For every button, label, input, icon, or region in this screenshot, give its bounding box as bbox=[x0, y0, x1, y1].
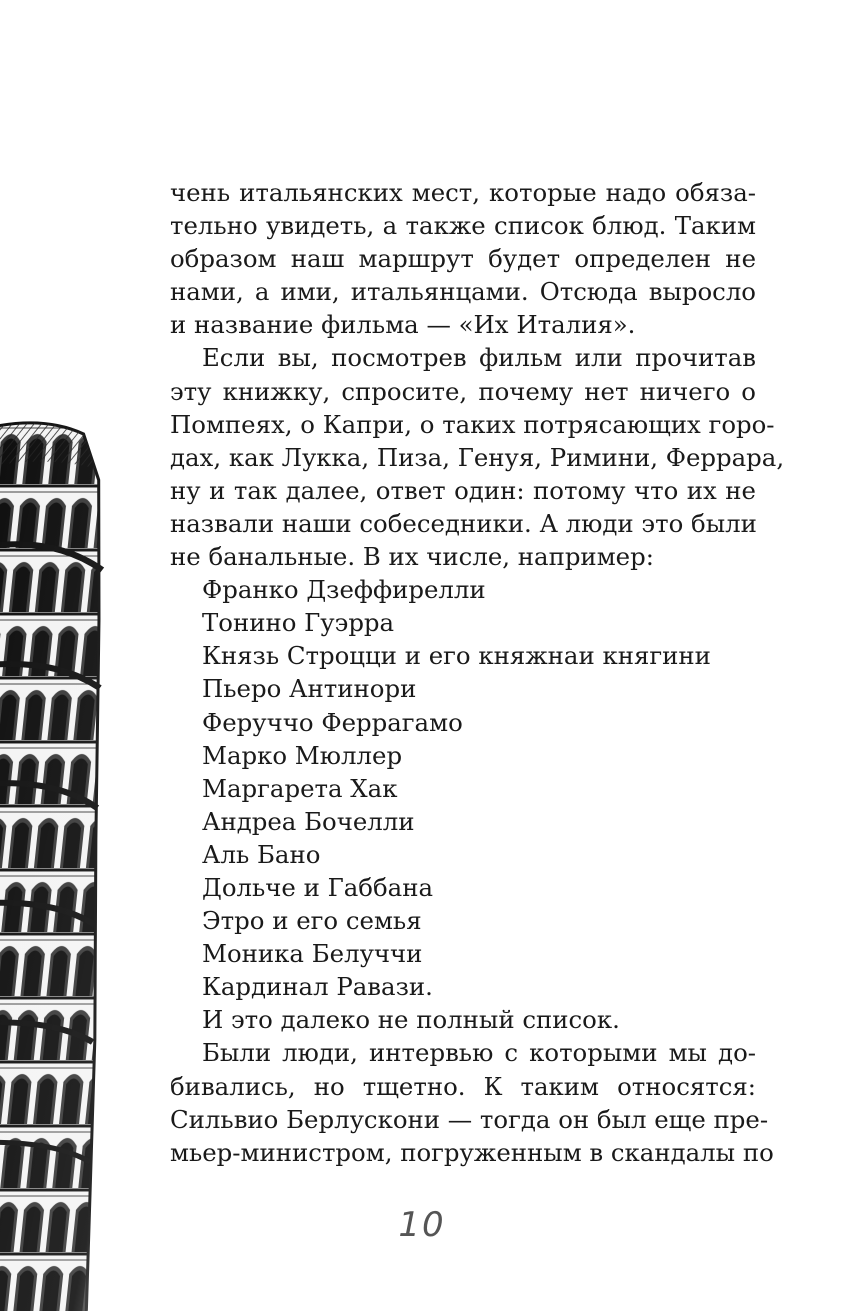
list-item: Кардинал Равази. bbox=[202, 972, 433, 1002]
text-line: тельно увидеть, а также список блюд. Таким bbox=[170, 211, 756, 241]
list-item: Пьеро Антинори bbox=[202, 674, 417, 704]
list-item: Моника Белуччи bbox=[202, 939, 423, 969]
list-item: Феруччо Феррагамо bbox=[202, 707, 463, 737]
text-line: мьер-министром, погруженным в скандалы по bbox=[170, 1137, 774, 1167]
text-line: Были люди, интервью с которыми мы до- bbox=[202, 1038, 756, 1068]
text-line: Сильвио Берлускони — тогда он был еще пре- bbox=[170, 1104, 769, 1134]
leaning-tower-illustration bbox=[0, 420, 180, 1311]
list-item: Дольче и Габбана bbox=[202, 872, 434, 902]
text-line: Помпеях, о Капри, о таких потрясающих горо- bbox=[170, 409, 775, 439]
text-line: нами, а ими, итальянцами. Отсюда выросло bbox=[170, 277, 756, 307]
text-line: чень итальянских мест, которые надо обяза- bbox=[170, 178, 756, 207]
list-item: Этро и его семья bbox=[202, 906, 422, 936]
text-line: не банальные. В их числе, например: bbox=[170, 542, 654, 572]
paragraph-intro bbox=[170, 176, 756, 341]
list-item: Франко Дзеффирелли bbox=[202, 575, 486, 605]
text-line: Если вы, посмотрев фильм или прочитав bbox=[202, 343, 756, 373]
list-item: Маргарета Хак bbox=[202, 773, 398, 803]
text-line: эту книжку, спросите, почему нет ничего о bbox=[170, 376, 756, 406]
page-body-text bbox=[170, 176, 785, 1169]
paragraph-question bbox=[170, 341, 785, 573]
list-item: Аль Бано bbox=[202, 839, 321, 869]
paragraph-unreached bbox=[170, 1036, 774, 1168]
text-line: ну и так далее, ответ один: потому что их не bbox=[170, 475, 756, 505]
text-line: бивались, но тщетно. К таким относятся: bbox=[170, 1071, 756, 1101]
page-number: 10 bbox=[398, 1205, 446, 1245]
text-line: назвали наши собеседники. А люди это были bbox=[170, 508, 757, 538]
text-line: и название фильма — «Их Италия». bbox=[170, 310, 636, 340]
interviewee-list bbox=[170, 573, 756, 1036]
list-item: Князь Строцци и его княжнаи княгини bbox=[202, 641, 711, 671]
text-line: образом наш маршрут будет определен не bbox=[170, 244, 756, 274]
list-item: Марко Мюллер bbox=[202, 740, 403, 770]
list-item: Андреа Бочелли bbox=[202, 806, 415, 836]
list-item: И это далеко не полный список. bbox=[202, 1005, 620, 1035]
list-item: Тонино Гуэрра bbox=[202, 608, 395, 638]
text-line: дах, как Лукка, Пиза, Генуя, Римини, Феррара, bbox=[170, 442, 785, 472]
